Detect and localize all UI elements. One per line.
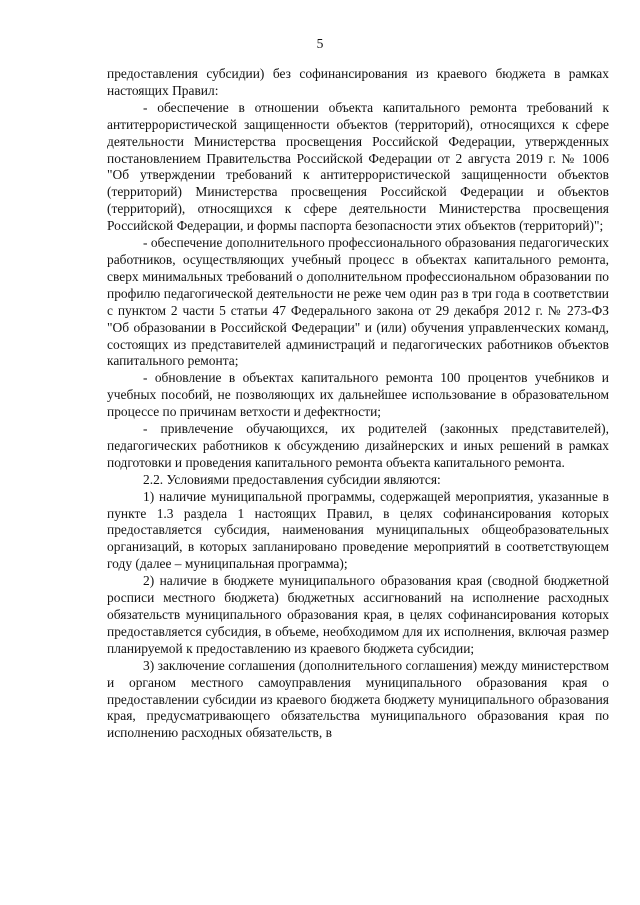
list-item-teacher-education: - обеспечение дополнительного профессионального образования педагогических работников, осуществляющих учебный процесс в объектах капитального ремонта, сверх минимальных требований о дополнительном профессиональном образовании по профилю педагогической деятельности не реже чем один раз в три года в соответствии с пунктом 2 части 5 статьи 47 Федерального закона от 29 декабря 2012 г. № 273-ФЗ "Об образовании в Российской Федерации" и (или) обучения управленческих команд, состоящих из представителей администраций и педагогических работников объектов капитального ремонта; (107, 235, 609, 369)
list-item-textbook-renewal: - обновление в объектах капитального ремонта 100 процентов учебников и учебных пособий, не позволяющих их дальнейшее использование в образовательном процессе по причинам ветхости и дефектности; (107, 370, 609, 420)
paragraph-continuation: предоставления субсидии) без софинансирования из краевого бюджета в рамках настоящих Правил: (107, 66, 609, 98)
page-number: 5 (316, 36, 324, 51)
condition-item-3: 3) заключение соглашения (дополнительного соглашения) между министерством и органом местного самоуправления муниципального образования края о предоставлении субсидии из краевого бюджета бюджету муниципального образования края, предусматривающего обязательства муниципального образования края по исполнению расходных обязательств, в (107, 657, 609, 741)
condition-item-1: 1) наличие муниципальной программы, содержащей мероприятия, указанные в пункте 1.3 раздела 1 настоящих Правил, в целях софинансирования которых предоставляется субсидия, наименования муниципальных общеобразовательных организаций, в которых запланировано проведение мероприятий в соответствующем году (далее – муниципальная программа); (107, 488, 609, 572)
list-item-stakeholder-involvement: - привлечение обучающихся, их родителей (законных представителей), педагогических работников к обсуждению дизайнерских и иных решений в рамках подготовки и проведения капитального ремонта объекта капитального ремонта. (107, 421, 609, 470)
list-item-antiterror-protection: - обеспечение в отношении объекта капитального ремонта требований к антитеррористической защищенности объектов (территорий), относящихся к сфере деятельности Министерства просвещения Российской Федерации, утвержденных постановлением Правительства Российской Федерации от 2 августа 2019 г. № 1006 "Об утверждении требований к антитеррористической защищенности объектов (территорий) Министерства просвещения Российской Федерации и объектов (территорий), относящихся к сфере деятельности Министерства просвещения Российской Федерации, и формы паспорта безопасности этих объектов (территорий)"; (107, 99, 609, 234)
document-body (107, 66, 609, 742)
condition-item-2: 2) наличие в бюджете муниципального образования края (сводной бюджетной росписи местного бюджета) бюджетных ассигнований на исполнение расходных обязательств муниципального образования края, в целях софинансирования которых предоставляется субсидия, в объеме, необходимом для их исполнения, включая размер планируемой к предоставлению из краевого бюджета субсидии; (107, 573, 609, 656)
section-heading-2-2: 2.2. Условиями предоставления субсидии являются: (143, 471, 441, 487)
